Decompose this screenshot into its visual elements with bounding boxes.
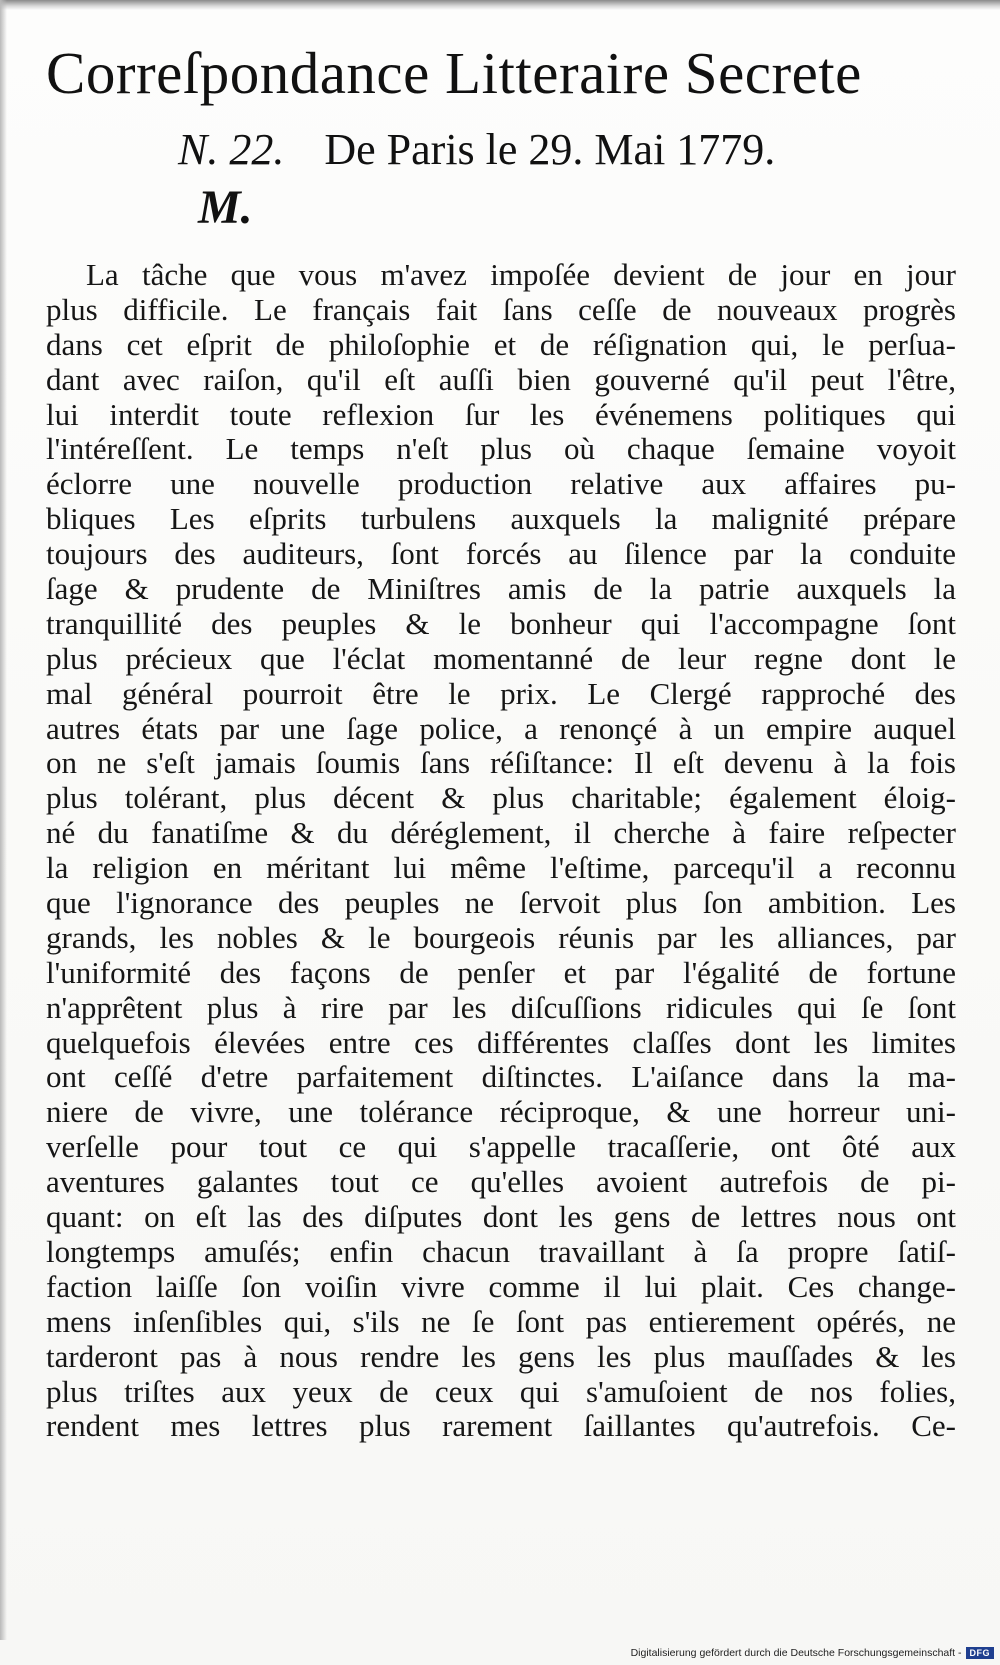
body-line: la religion en méritant lui même l'eſtime, parcequ'il a reconnu [46, 850, 956, 886]
body-line: grands, les nobles & le bourgeois réunis par les alliances, par [46, 919, 956, 955]
letter-body [46, 258, 956, 1444]
body-line: plus difficile. Le français fait ſans ceſſe de nouveaux progrès [46, 291, 956, 327]
body-line: autres états par une ſage police, a renonçé à un empire auquel [46, 710, 956, 746]
dateline: De Paris le 29. Mai 1779. [324, 125, 776, 174]
issue-line [178, 122, 775, 178]
body-line: niere de vivre, une tolérance réciproque, & une horreur uni- [46, 1094, 956, 1130]
body-line: l'intéreſſent. Le temps n'eſt plus où chaque ſemaine voyoit [46, 431, 956, 467]
body-line: on ne s'eſt jamais ſoumis ſans réſiſtance: Il eſt devenu à la fois [46, 745, 956, 781]
credit-text: Digitalisierung gefördert durch die Deutsche Forschungsgemeinschaft - [630, 1647, 962, 1659]
body-line: plus précieux que l'éclat momentanné de leur regne dont le [46, 640, 956, 676]
body-line: quant: on eſt las des diſputes dont les gens de lettres nous ont [46, 1199, 956, 1235]
dfg-logo: DFG [966, 1647, 995, 1659]
body-line: longtemps amuſés; enfin chacun travaillant à ſa propre ſatiſ- [46, 1233, 956, 1269]
body-line: faction laiſſe ſon voiſin vivre comme il lui plait. Ces change- [46, 1268, 956, 1304]
body-line: mens inſenſibles qui, s'ils ne ſe ſont pas entierement opérés, ne [46, 1303, 956, 1339]
body-line: bliques Les eſprits turbulens auxquels la malignité prépare [46, 501, 956, 537]
body-line: l'uniformité des façons de penſer et par l'égalité de fortune [46, 954, 956, 990]
body-line: n'apprêtent plus à rire par les diſcuſſions ridicules qui ſe ſont [46, 989, 956, 1025]
body-line: La tâche que vous m'avez impoſée devient de jour en jour [86, 257, 956, 292]
issue-number: N. 22. [178, 125, 285, 174]
body-line: tranquillité des peuples & le bonheur qui l'accompagne ſont [46, 605, 956, 641]
body-line: plus triſtes aux yeux de ceux qui s'amuſoient de nos folies, [46, 1373, 956, 1409]
body-line: rendent mes lettres plus rarement ſaillantes qu'autrefois. Ce- [46, 1408, 956, 1444]
body-line: dans cet eſprit de philoſophie et de réſignation qui, le perſua- [46, 326, 956, 362]
salutation: M. [198, 181, 253, 234]
body-line: plus tolérant, plus décent & plus charitable; également éloig- [46, 780, 956, 816]
body-line: mal général pourroit être le prix. Le Clergé rapproché des [46, 675, 956, 711]
body-line: quelquefois élevées entre ces différentes claſſes dont les limites [46, 1024, 956, 1060]
body-line: toujours des auditeurs, ſont forcés au ſilence par la conduite [46, 536, 956, 572]
body-line: né du fanatiſme & du déréglement, il cherche à faire reſpecter [46, 815, 956, 851]
digitization-credit [631, 1647, 994, 1659]
page-left-edge-shadow [0, 0, 7, 1640]
body-line: dant avec raiſon, qu'il eſt auſſi bien gouverné qu'il peut l'être, [46, 361, 956, 397]
body-line: ſage & prudente de Miniſtres amis de la patrie auxquels la [46, 571, 956, 607]
page-top-edge-shadow [0, 0, 1000, 10]
body-line: éclorre une nouvelle production relative aux affaires pu- [46, 466, 956, 502]
body-line: lui interdit toute reflexion ſur les événemens politiques qui [46, 396, 956, 432]
body-line: ont ceſſé d'etre parfaitement diſtinctes. L'aiſance dans la ma- [46, 1059, 956, 1095]
body-line: aventures galantes tout ce qu'elles avoient autrefois de pi- [46, 1164, 956, 1200]
body-line: verſelle pour tout ce qui s'appelle tracaſſerie, ont ôté aux [46, 1129, 956, 1165]
body-line: que l'ignorance des peuples ne ſervoit plus ſon ambition. Les [46, 885, 956, 921]
journal-title: Correſpondance Litteraire Secrete [46, 40, 862, 106]
body-line: tarderont pas à nous rendre les gens les plus mauſſades & les [46, 1338, 956, 1374]
